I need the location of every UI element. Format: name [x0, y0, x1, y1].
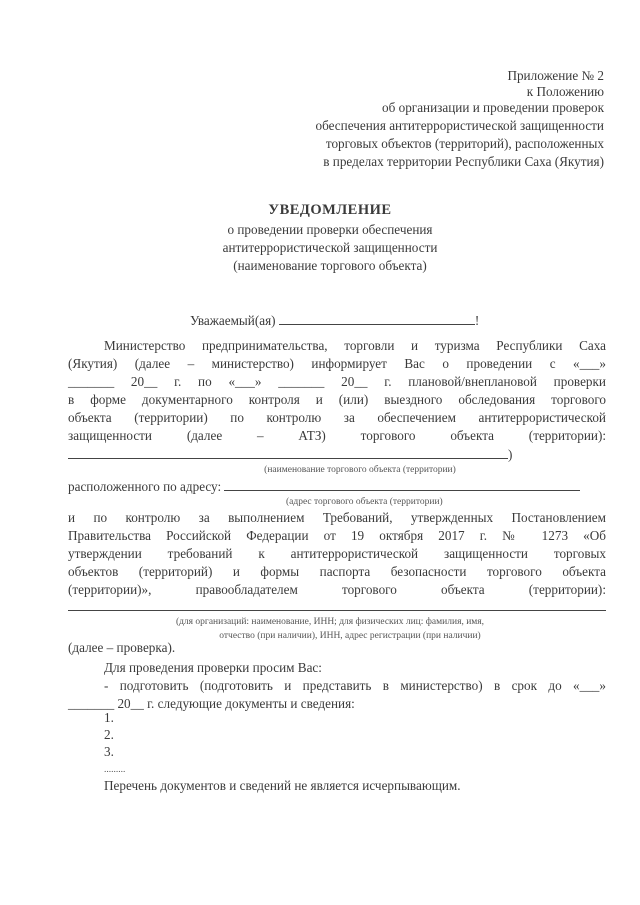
body-line: защищенности (далее – АТЗ) торгового объекта (территории):	[68, 428, 606, 443]
body-line: (территории)», правообладателем торгового объекта (территории):	[68, 582, 606, 597]
document-title: УВЕДОМЛЕНИЕ	[268, 202, 392, 218]
body-line: в форме документарного контроля и (или) выездного обследования торгового	[68, 392, 606, 407]
address-blank	[224, 478, 580, 491]
appendix-label: Приложение № 2	[507, 68, 604, 83]
closing-note: Перечень документов и сведений не является исчерпывающим.	[104, 778, 461, 793]
title-subline-3: (наименование торгового объекта)	[233, 258, 427, 273]
list-item: 1.	[104, 710, 114, 725]
address-label: расположенного по адресу:	[68, 479, 222, 494]
body-line: _______ 20__ г. следующие документы и сведения:	[68, 696, 355, 711]
owner-blank	[68, 598, 606, 611]
body-line: Правительства Российской Федерации от 19 октября 2017 г. № 1273 «Об	[68, 528, 606, 543]
greeting-label: Уважаемый(ая)	[190, 313, 276, 328]
body-line: Министерство предпринимательства, торговли и туризма Республики Саха	[104, 338, 606, 353]
greeting-end: !	[474, 313, 480, 328]
appendix-line-3: об организации и проведении проверок	[382, 100, 604, 115]
caption-object-name: (наименование торгового объекта (территории)	[264, 465, 456, 475]
body-line: Для проведения проверки просим Вас:	[104, 660, 322, 675]
caption-owner-1: (для организаций: наименование, ИНН; для физических лиц: фамилия, имя,	[175, 617, 485, 627]
owner-field	[68, 598, 606, 615]
title-subline-2: антитеррористической защищенности	[222, 240, 438, 255]
body-line: (Якутия) (далее – министерство) информирует Вас о проведении с «___»	[68, 356, 606, 371]
body-line: _______ 20__ г. по «___» _______ 20__ г. плановой/внеплановой проверки	[68, 374, 606, 389]
address-field	[68, 478, 580, 495]
body-line: и по контролю за выполнением Требований, утвержденных Постановлением	[68, 510, 606, 525]
body-line: утверждении требований к антитеррористической защищенности торговых	[68, 546, 606, 561]
appendix-line-4: обеспечения антитеррористической защищенности	[315, 118, 604, 133]
recipient-name-blank	[279, 312, 475, 325]
caption-owner-2: отчество (при наличии), ИНН, адрес регистрации (при наличии)	[219, 631, 481, 641]
object-name-blank	[68, 446, 508, 459]
appendix-line-5: торговых объектов (территорий), расположенных	[325, 136, 604, 151]
object-name-field	[68, 446, 512, 463]
title-subline-1: о проведении проверки обеспечения	[227, 222, 433, 237]
list-item: 2.	[104, 727, 114, 742]
appendix-ref: к Положению	[526, 84, 604, 99]
list-item: 3.	[104, 744, 114, 759]
greeting	[190, 312, 479, 329]
body-line: объекта (территории) по контролю за обеспечением антитеррористической	[68, 410, 606, 425]
list-continuation: .........	[104, 765, 126, 775]
caption-address: (адрес торгового объекта (территории)	[286, 497, 443, 507]
body-line: - подготовить (подготовить и представить в министерство) в срок до «___»	[104, 678, 606, 693]
object-name-end: )	[508, 447, 513, 462]
appendix-line-6: в пределах территории Республики Саха (Якутия)	[323, 154, 604, 169]
body-line: (далее – проверка).	[68, 640, 176, 655]
body-line: объектов (территорий) и формы паспорта безопасности торгового объекта	[68, 564, 606, 579]
